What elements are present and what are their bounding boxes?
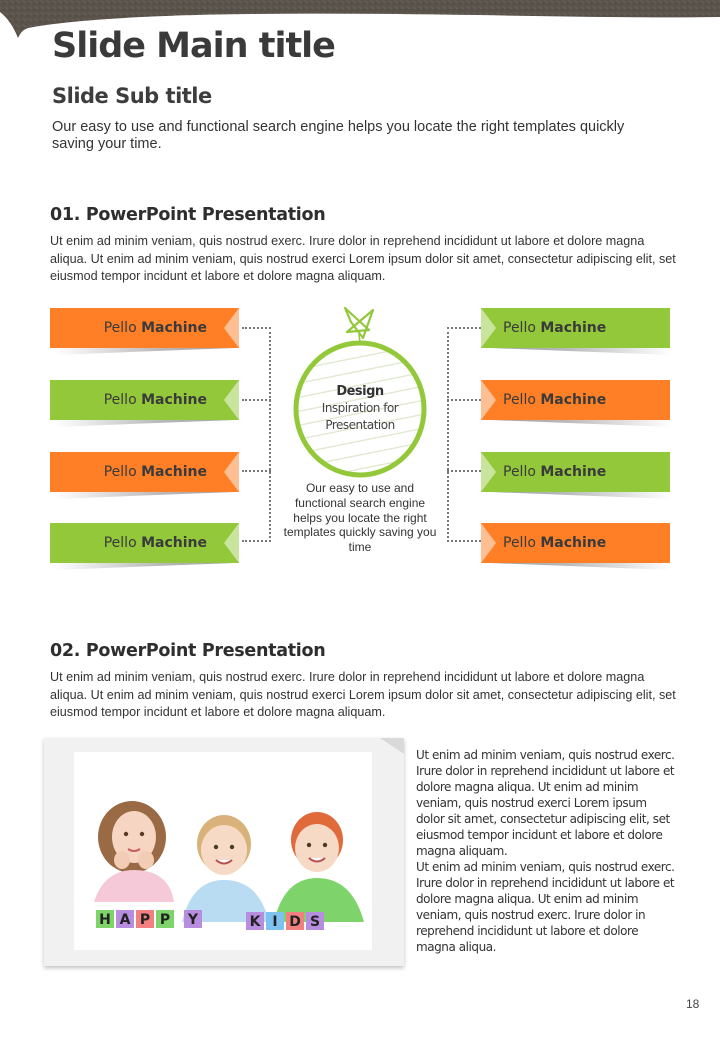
left-connector-line — [242, 470, 271, 472]
ribbon-label: Pello Machine — [103, 464, 207, 480]
ribbon-shadow — [54, 563, 234, 570]
side-text-paragraph-1: Ut enim ad minim veniam, quis nostrud exerc. Irure dolor in reprehend incididunt ut labore et dolore magna aliqua. Ut enim ad minim veniam, quis nostrud exerci Lorem ipsum dolor sit amet, consectetur adipiscing elit, set eiusmod tempor incidunt et labore et dolore magna aliquam. — [416, 748, 675, 858]
right-connector-line — [447, 470, 481, 472]
right-ribbon-4[interactable] — [481, 523, 670, 563]
intro-text: Our easy to use and functional search engine helps you locate the right templates quickly saving your time. — [52, 119, 625, 152]
ribbon-label: Pello Machine — [503, 464, 607, 480]
section-1-heading: 01. PowerPoint Presentation — [50, 205, 326, 225]
left-ribbon-3[interactable] — [50, 452, 239, 492]
left-ribbon-1[interactable] — [50, 308, 239, 348]
center-line-2: Presentation — [325, 418, 395, 432]
right-connector-bracket — [447, 327, 481, 542]
ribbon-shadow — [54, 492, 234, 499]
section-2-body: Ut enim ad minim veniam, quis nostrud exerc. Irure dolor in reprehend incididunt ut labore et dolore magna aliqua. Ut enim ad minim veniam, quis nostrud exerci Lorem ipsum dolor sit amet, consectetur adipiscing elit, set eiusmod tempor incidunt et labore et dolore magna aliquam. — [50, 670, 676, 719]
center-label — [300, 383, 420, 434]
side-text-paragraph-2: Ut enim ad minim veniam, quis nostrud exerc. Irure dolor in reprehend incididunt ut labore et dolore magna aliqua. Ut enim ad minim veniam, quis nostrud exerc. Irure dolor in reprehend incididunt ut labore et dolore magna aliqua. — [416, 860, 675, 954]
ribbon-shadow — [491, 420, 671, 427]
ribbon-label: Pello Machine — [503, 392, 607, 408]
block-letter: A — [119, 912, 131, 928]
ribbon-shadow — [491, 563, 671, 570]
ribbon-label: Pello Machine — [503, 320, 607, 336]
right-ribbon-3[interactable] — [481, 452, 670, 492]
section-2-heading: 02. PowerPoint Presentation — [50, 641, 326, 661]
main-title: Slide Main title — [52, 26, 335, 66]
right-ribbon-1[interactable] — [481, 308, 670, 348]
page-number: 18 — [686, 997, 700, 1011]
block-letter: P — [159, 912, 171, 928]
block-letter: Y — [187, 912, 199, 928]
ribbon-shadow — [491, 492, 671, 499]
sub-title: Slide Sub title — [52, 84, 212, 108]
section-1-body: Ut enim ad minim veniam, quis nostrud exerc. Irure dolor in reprehend incididunt ut labore et dolore magna aliqua. Ut enim ad minim veniam, quis nostrud exerci Lorem ipsum dolor sit amet, consectetur adipiscing elit, set eiusmod tempor incidunt et labore et dolore magna aliquam. — [50, 234, 676, 283]
side-text — [416, 747, 678, 955]
block-letter: S — [309, 914, 321, 930]
ribbon-label: Pello Machine — [503, 535, 607, 551]
ribbon-shadow — [54, 348, 234, 355]
photo-frame — [44, 738, 404, 966]
ribbon-label: Pello Machine — [103, 320, 207, 336]
ribbon-label: Pello Machine — [103, 535, 207, 551]
block-letter: P — [139, 912, 151, 928]
left-connector-line — [242, 399, 271, 401]
page-curl-corner — [380, 738, 404, 754]
happy-kids-illustration — [74, 752, 372, 950]
block-letter: I — [272, 914, 278, 930]
kids-photo — [74, 752, 372, 950]
ribbon-label: Pello Machine — [103, 392, 207, 408]
block-letter: H — [99, 912, 111, 928]
right-ribbon-2[interactable] — [481, 380, 670, 420]
center-title: Design — [336, 384, 384, 399]
ribbon-shadow — [491, 348, 671, 355]
block-letter: K — [249, 914, 261, 930]
left-ribbon-4[interactable] — [50, 523, 239, 563]
right-connector-line — [447, 399, 481, 401]
left-connector-bracket — [242, 327, 271, 542]
block-letter: D — [289, 914, 301, 930]
left-ribbon-2[interactable] — [50, 380, 239, 420]
center-description: Our easy to use and functional search engine helps you locate the right templates quickly saving you time — [283, 481, 437, 555]
ribbon-shadow — [54, 420, 234, 427]
center-line-1: Inspiration for — [321, 401, 399, 415]
